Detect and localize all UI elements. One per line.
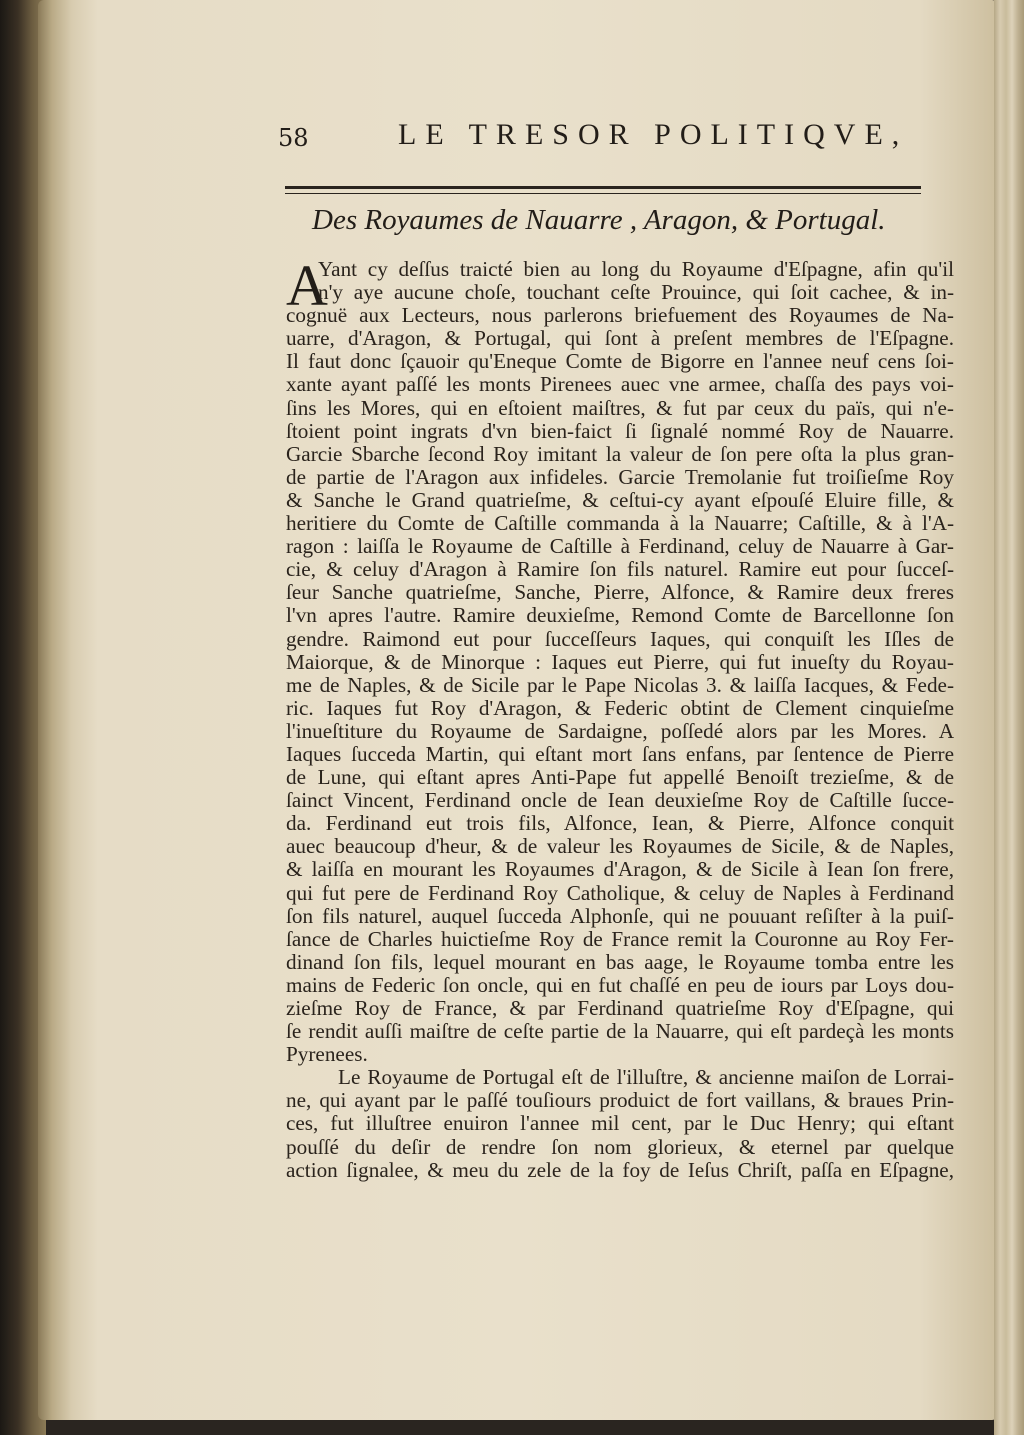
text-line: uarre, d'Aragon, & Portugal, qui ſont à preſent membres de l'Eſpagne. [286,326,954,351]
text-line: cognuë aux Lecteurs, nous parlerons briefuement des Royaumes de Na- [286,303,954,328]
text-line: cie, & celuy d'Aragon à Ramire ſon fils naturel. Ramire eut pour ſucceſ- [286,557,954,582]
text-line: & Sanche le Grand quatrieſme, & ceſtui-cy ayant eſpouſé Eluire fille, & [286,487,954,512]
text-line: gendre. Raimond eut pour ſucceſſeurs Iaques, qui conquiſt les Iſles de [286,626,954,651]
header-rule-thin [285,193,921,194]
text-line: pouſſé du deſir de rendre ſon nom glorieux, & eternel par quelque [286,1134,954,1159]
text-line: xante ayant paſſé les monts Pirenees auec vne armee, chaſſa des pays voi- [286,372,954,397]
text-line: Il faut donc ſçauoir qu'Eneque Comte de Bigorre en l'annee neuf cens ſoi- [286,349,954,374]
text-line: Iaques ſucceda Martin, qui eſtant mort ſans enfans, par ſentence de Pierre [286,741,954,766]
running-title: LE TRESOR POLITIQVE, [398,118,909,151]
text-line: ſins les Mores, qui en eſtoient maiſtres, & fut par ceux du païs, qui n'e- [286,395,954,420]
text-line: da. Ferdinand eut trois fils, Alfonce, Iean, & Pierre, Alfonce conquit [286,811,954,836]
header-rule-thick [285,186,921,189]
text-line: n'y aye aucune choſe, touchant ceſte Prouince, qui ſoit cachee, & in- [318,280,954,305]
page-stack-edge [994,0,1024,1435]
text-line: ric. Iaques fut Roy d'Aragon, & Federic obtint de Clement cinquieſme [286,695,954,720]
body-text [286,253,954,1182]
section-title: Des Royaumes de Nauarre , Aragon, & Portugal. [312,204,886,236]
text-line: de partie de l'Aragon aux infideles. Garcie Tremolanie fut troiſieſme Roy [286,464,954,489]
text-line: heritiere du Comte de Caſtille commanda à la Nauarre; Caſtille, & à l'A- [286,511,954,536]
text-line: dinand ſon fils, lequel mourant en bas aage, le Royaume tomba entre les [286,949,954,974]
text-line: Garcie Sbarche ſecond Roy imitant la valeur de ſon pere oſta la plus gran- [286,441,954,466]
text-line: ragon : laiſſa le Royaume de Caſtille à Ferdinand, celuy de Nauarre à Gar- [286,534,954,559]
text-line: l'vn apres l'autre. Ramire deuxieſme, Remond Comte de Barcellonne ſon [286,603,954,628]
text-line: zieſme Roy de France, & par Ferdinand quatrieſme Roy d'Eſpagne, qui [286,996,954,1020]
text-line: Yant cy deſſus traicté bien au long du Royaume d'Eſpagne, afin qu'il [318,257,954,281]
text-line: ne, qui ayant par le paſſé touſiours produict de fort vaillans, & braues Prin- [286,1088,954,1113]
text-line: action ſignalee, & meu du zele de la foy de Ieſus Chriſt, paſſa en Eſpagne, [286,1157,954,1182]
drop-cap: A [286,253,328,318]
text-line: l'inueſtiture du Royaume de Sardaigne, poſſedé alors par les Mores. A [286,718,954,743]
text-line: Maiorque, & de Minorque : Iaques eut Pierre, qui fut inueſty du Royau- [286,649,954,674]
text-line: ces, fut illuſtree enuiron l'annee mil cent, par le Duc Henry; qui eſtant [286,1111,954,1136]
text-line: & laiſſa en mourant les Royaumes d'Aragon, & de Sicile à Iean ſon frere, [286,857,954,882]
text-line: ſe rendit auſſi maiſtre de ceſte partie de la Nauarre, qui eſt pardeçà les monts [286,1019,954,1044]
text-line: ſance de Charles huictieſme Roy de France remit la Couronne au Roy Fer- [286,926,954,951]
text-line: auec beaucoup d'heur, & de valeur les Royaumes de Sicile, & de Naples, [286,834,954,859]
text-line: ſeur Sanche quatrieſme, Sanche, Pierre, Alfonce, & Ramire deux freres [286,580,954,605]
page-header [0,118,1024,158]
text-line: qui fut pere de Ferdinand Roy Catholique, & celuy de Naples à Ferdinand [286,880,954,905]
text-line: de Lune, qui eſtant apres Anti-Pape fut appellé Benoiſt trezieſme, & de [286,765,954,790]
text-line: ſainct Vincent, Ferdinand oncle de Iean deuxieſme Roy de Caſtille ſucce- [286,788,954,813]
text-line: mains de Federic ſon oncle, qui en fut chaſſé en peu de iours par Loys dou- [286,972,954,997]
text-line: Le Royaume de Portugal eſt de l'illuſtre, & ancienne maiſon de Lorrai- [338,1065,954,1090]
text-line: Pyrenees. [286,1042,368,1067]
page-number: 58 [278,124,309,152]
text-line: me de Naples, & de Sicile par le Pape Nicolas 3. & laiſſa Iacques, & Fede- [286,672,954,697]
text-line: ſtoient point ingrats d'vn bien-faict ſi ſignalé nommé Roy de Nauarre. [286,418,954,443]
text-line: ſon fils naturel, auquel ſucceda Alphonſe, qui ne pouuant reſiſter à la puiſ- [286,903,954,928]
